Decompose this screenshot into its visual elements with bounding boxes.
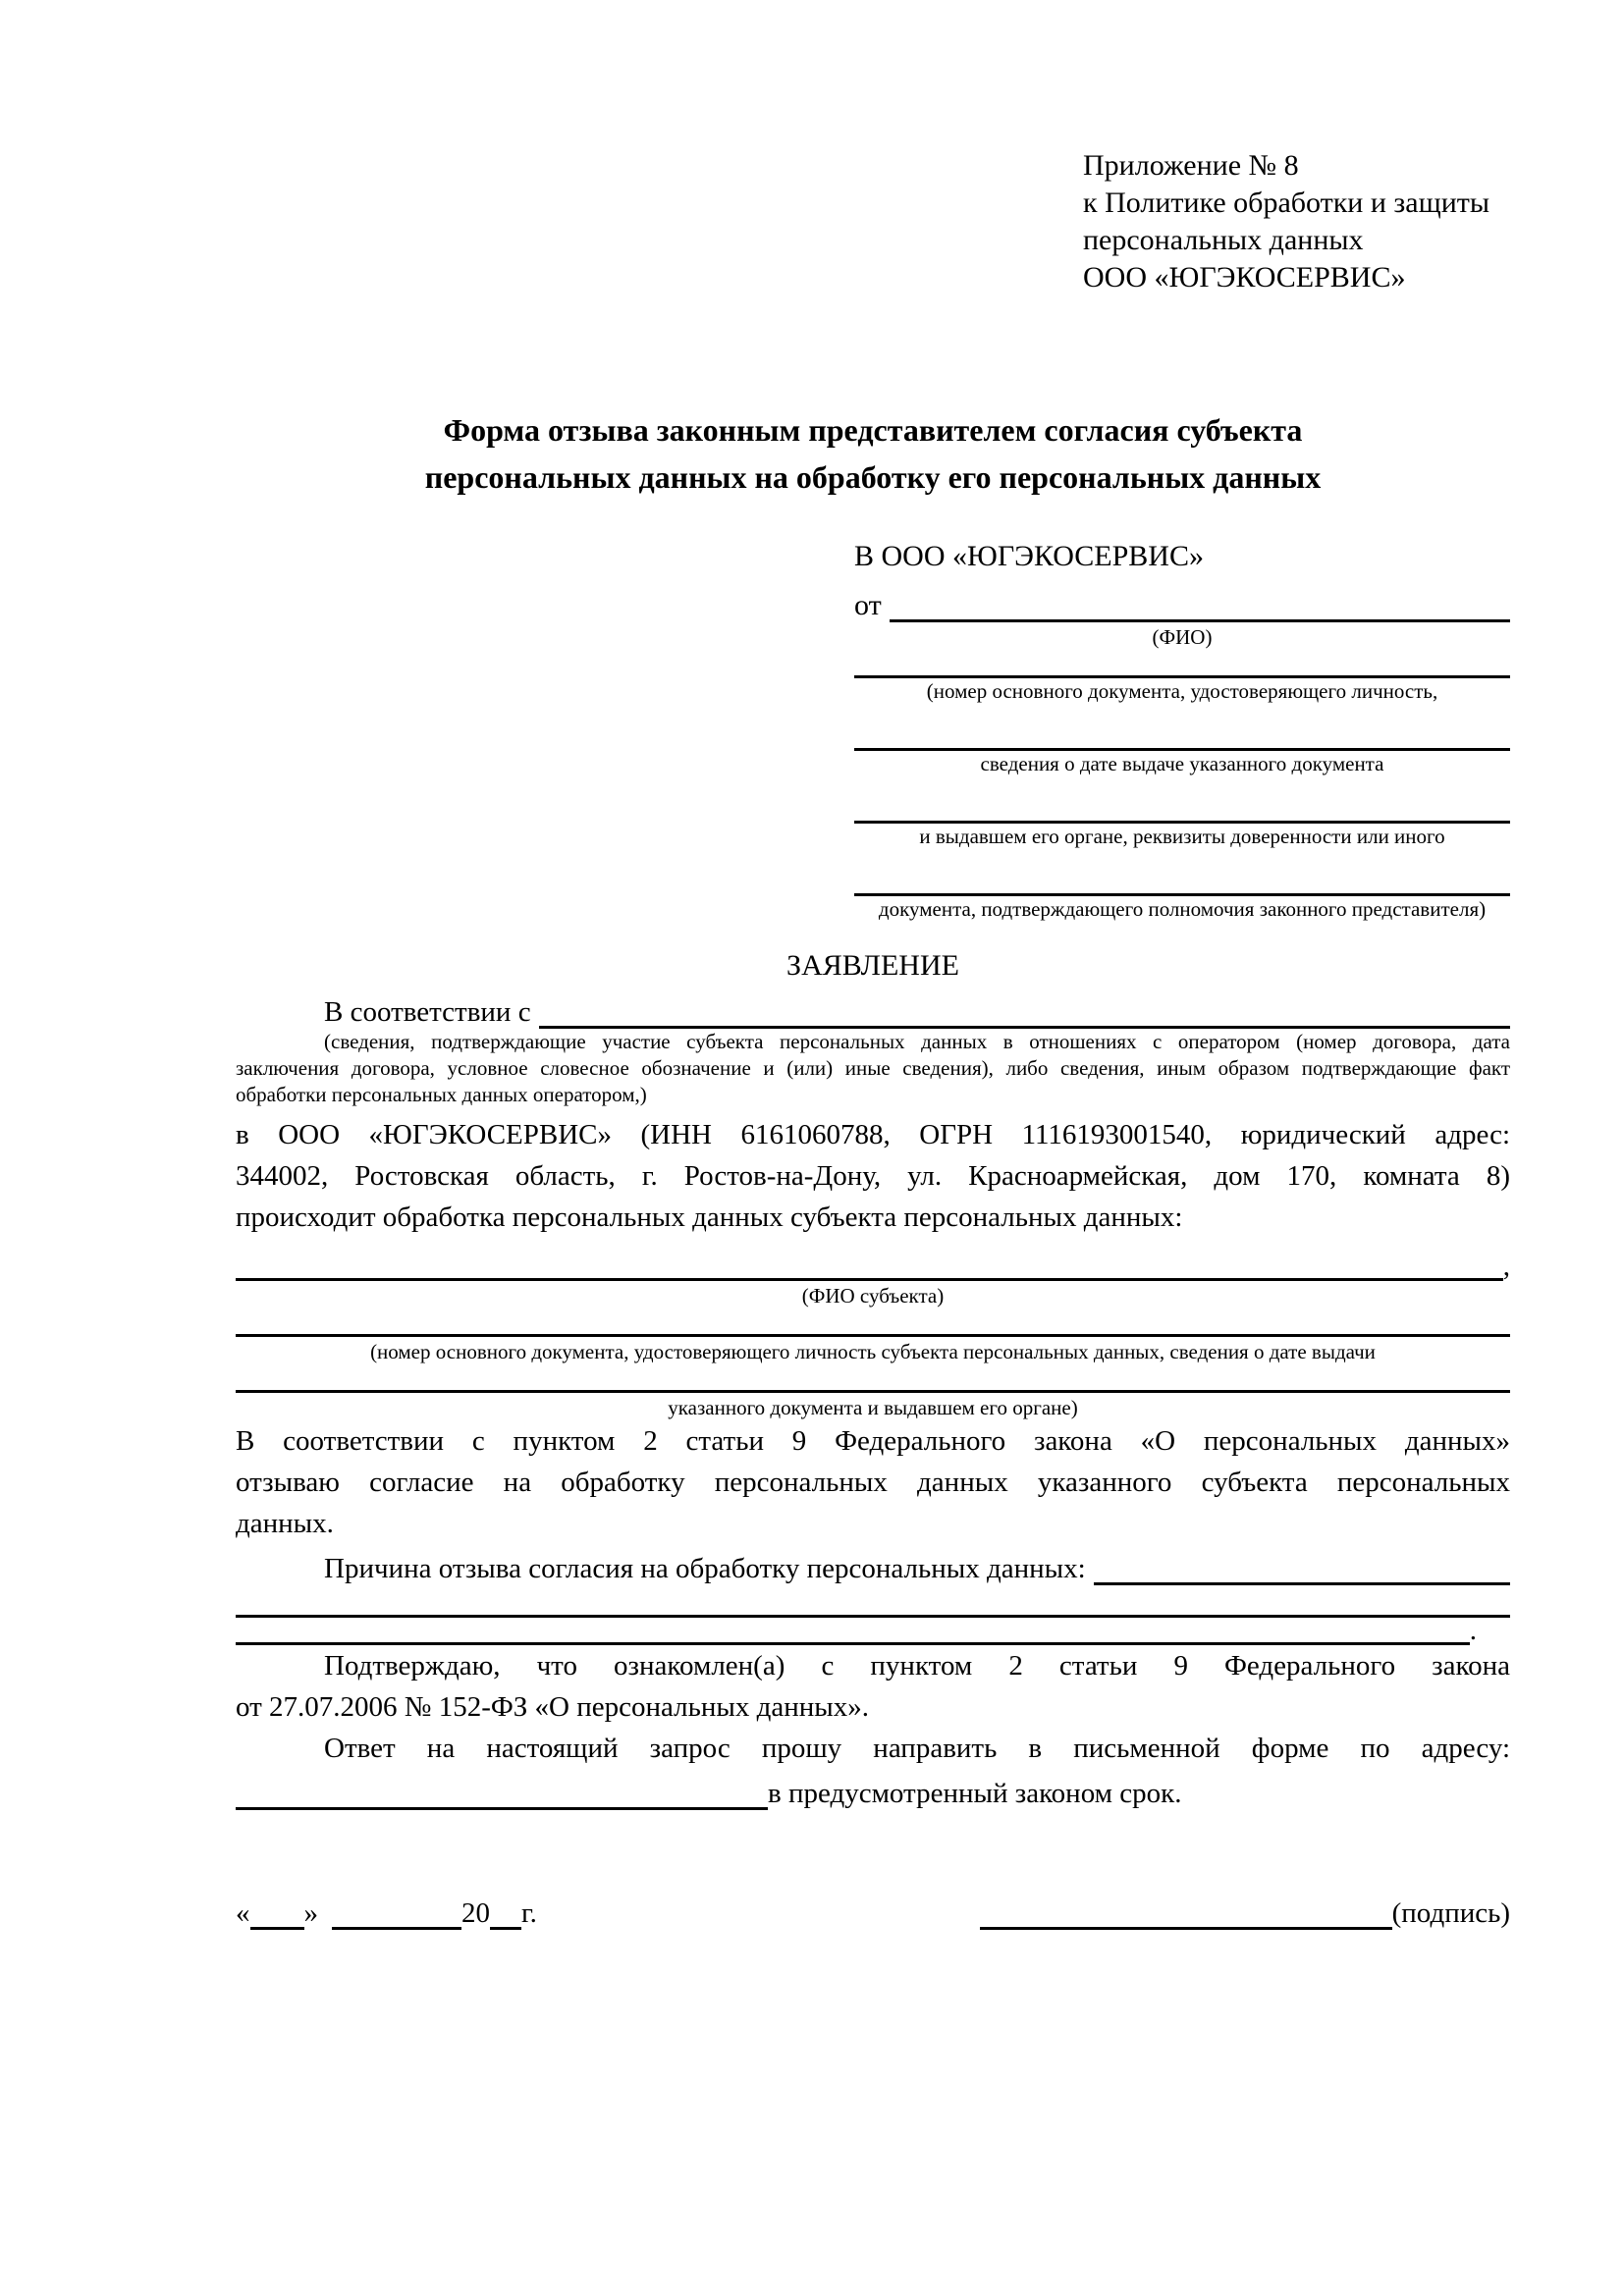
- reason-label: Причина отзыва согласия на обработку персональных данных:: [324, 1553, 1086, 1584]
- document-title: [236, 406, 1510, 501]
- addressee-block: [854, 538, 1510, 922]
- body-line: происходит обработка персональных данных субъекта персональных данных:: [236, 1201, 1183, 1233]
- writein-line-row: [236, 1615, 1510, 1646]
- date-month-blank: [332, 1927, 461, 1930]
- field-caption: (номер основного документа, удостоверяющего личность,: [926, 679, 1438, 703]
- intro-caption-line: обработки персональных данных оператором,): [236, 1083, 647, 1106]
- confirm-line: от 27.07.2006 № 152-ФЗ «О персональных данных».: [236, 1691, 870, 1723]
- reason-row: [236, 1544, 1510, 1585]
- intro-row: [236, 989, 1510, 1029]
- address-blank-line: [236, 1807, 768, 1810]
- signature-group: [980, 1891, 1510, 1930]
- subject-blank-line: [236, 1278, 1503, 1281]
- period-suffix: .: [1469, 1615, 1477, 1646]
- appendix-line: Приложение № 8: [1083, 149, 1299, 182]
- field-caption: документа, подтверждающего полномочия законного представителя): [878, 897, 1487, 921]
- intro-caption-line: заключения договора, условное словесное обозначение и (или) иные сведения), либо сведения, иным образом подтверждающие факт: [236, 1056, 1510, 1080]
- quote-open: «: [236, 1897, 250, 1929]
- appendix-block: [1083, 147, 1510, 296]
- date-year-blank: [490, 1927, 521, 1930]
- blank-line: [236, 1334, 1510, 1337]
- appendix-line: персональных данных: [1083, 224, 1364, 256]
- signature-caption: (подпись): [1391, 1897, 1510, 1929]
- from-label: от: [854, 589, 882, 621]
- signature-blank-line: [980, 1927, 1392, 1930]
- from-row: [854, 585, 1510, 622]
- year-suffix: г.: [521, 1897, 537, 1929]
- answer-tail: в предусмотренный законом срок.: [768, 1778, 1182, 1809]
- statement-heading: ЗАЯВЛЕНИЕ: [786, 949, 959, 982]
- reason-blank-line: [1094, 1582, 1510, 1585]
- appendix-line: к Политике обработки и защиты: [1083, 187, 1490, 219]
- subject-caption: (ФИО субъекта): [801, 1284, 945, 1308]
- body-line: В соответствии с пунктом 2 статьи 9 Федерального закона «О персональных данных»: [236, 1425, 1510, 1457]
- intro-caption-line: (сведения, подтверждающие участие субъекта персональных данных в отношениях с оператором (номер договора, дата: [324, 1030, 1510, 1053]
- doc-caption: (номер основного документа, удостоверяющего личность субъекта персональных данных, сведения о дате выдачи: [370, 1340, 1376, 1363]
- field-caption: сведения о дате выдаче указанного документа: [980, 752, 1384, 775]
- answer-row: [236, 1769, 1510, 1810]
- appendix-line: ООО «ЮГЭКОСЕРВИС»: [1083, 261, 1406, 294]
- document-title-line: Форма отзыва законным представителем согласия субъекта: [443, 412, 1303, 448]
- body-line: данных.: [236, 1508, 334, 1539]
- answer-line: Ответ на настоящий запрос прошу направить в письменной форме по адресу:: [324, 1733, 1510, 1764]
- doc-caption: указанного документа и выдавшем его органе): [668, 1396, 1078, 1419]
- addressee-org: В ООО «ЮГЭКОСЕРВИС»: [854, 540, 1204, 572]
- fio-blank-line: [890, 619, 1510, 622]
- comma-suffix: ,: [1502, 1251, 1510, 1282]
- confirm-line: Подтверждаю, что ознакомлен(а) с пунктом 2 статьи 9 Федерального закона: [324, 1650, 1510, 1682]
- field-caption: (ФИО): [1152, 625, 1213, 649]
- body-line: 344002, Ростовская область, г. Ростов-на-Дону, ул. Красноармейская, дом 170, комната 8): [236, 1160, 1510, 1192]
- blank-line: [236, 1390, 1510, 1393]
- body-line: в ООО «ЮГЭКОСЕРВИС» (ИНН 6161060788, ОГРН 1116193001540, юридический адрес:: [236, 1119, 1510, 1150]
- field-caption: и выдавшем его органе, реквизиты доверенности или иного: [919, 825, 1445, 848]
- subject-row: [236, 1246, 1510, 1281]
- footer: [236, 1891, 1510, 1930]
- date-day-blank: [250, 1927, 304, 1930]
- date-group: [236, 1891, 537, 1930]
- body-line: отзываю согласие на обработку персональных данных указанного субъекта персональных: [236, 1467, 1510, 1498]
- year-prefix: 20: [461, 1897, 490, 1929]
- intro-label: В соответствии с: [324, 996, 531, 1028]
- quote-close: »: [303, 1897, 318, 1929]
- document-title-line: персональных данных на обработку его персональных данных: [424, 459, 1322, 495]
